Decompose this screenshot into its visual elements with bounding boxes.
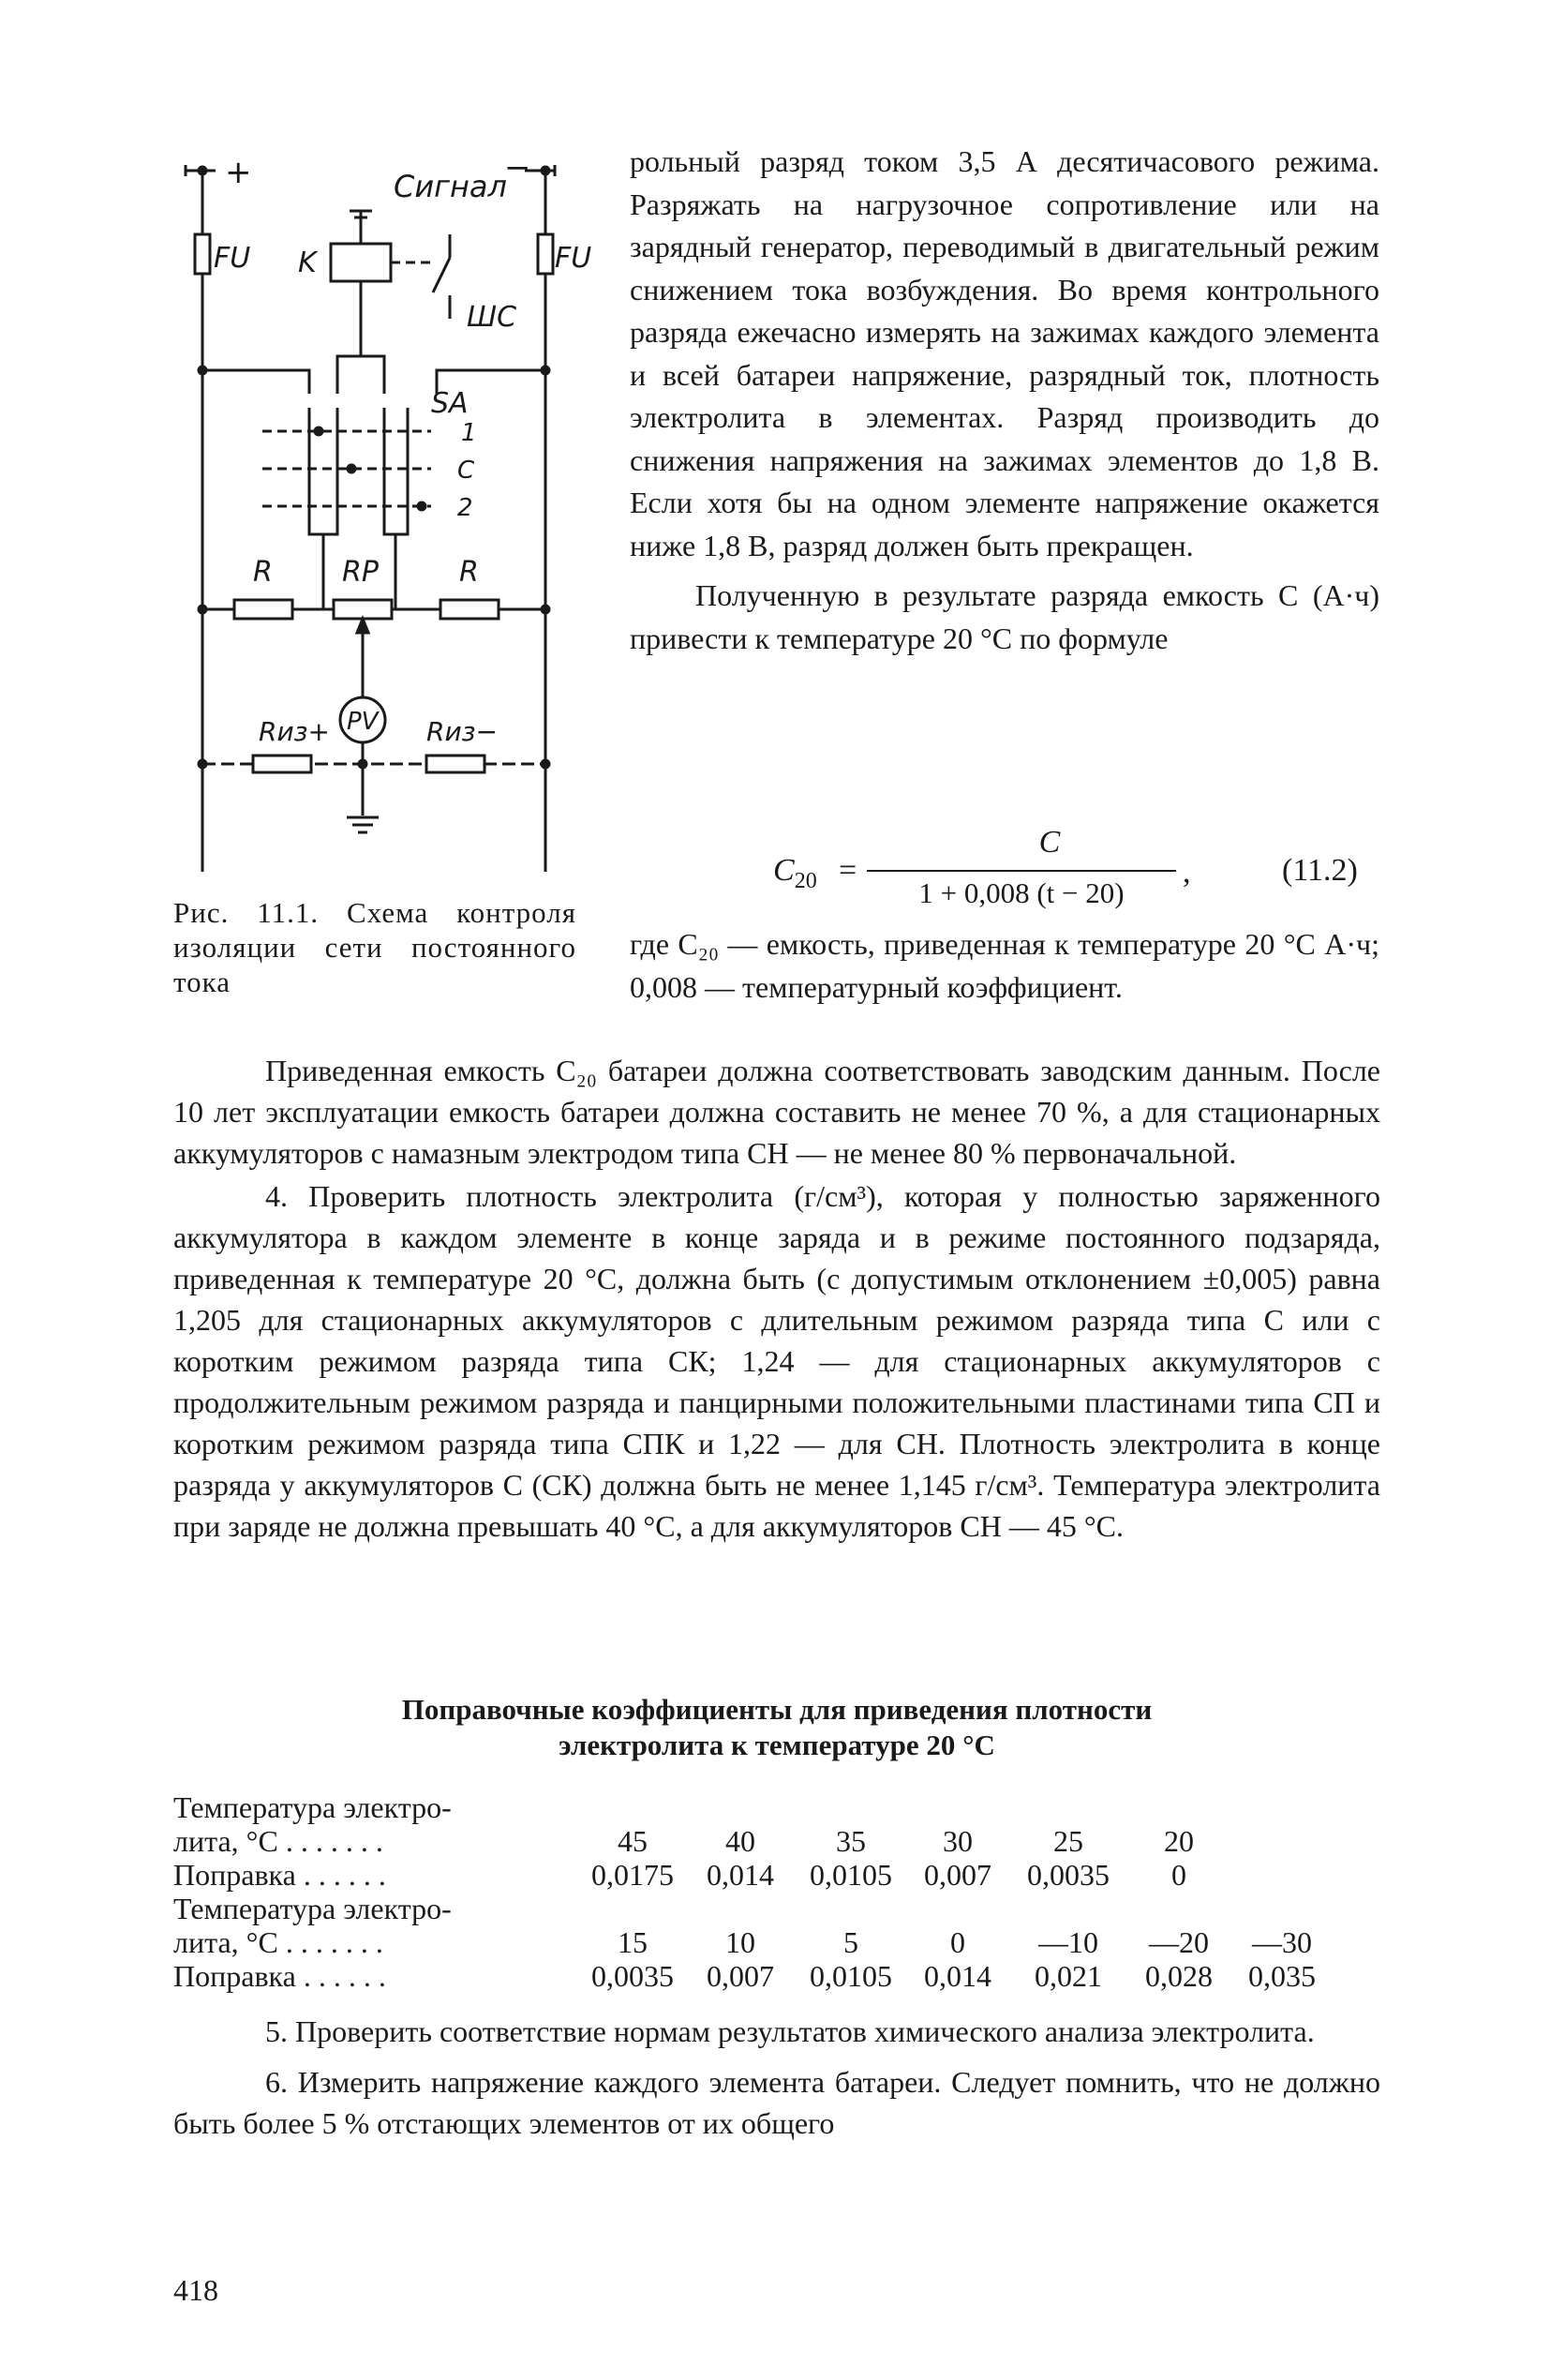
table-cell: 0,028 [1145,1959,1213,1993]
label-riz-plus: Rиз+ [259,716,331,747]
formula-lhs: $C_{20}$ [773,853,817,893]
fuse-right [538,234,553,274]
table-cell: 0,007 [707,1959,774,1993]
table-cell: 0 [950,1925,965,1959]
formula-equals: = [839,853,857,888]
table-cell: 5 [843,1925,858,1959]
table-heading [173,1692,1380,1763]
table-row [173,1925,1392,1959]
table-cell: 30 [943,1824,973,1858]
table-cell: 0,0105 [810,1959,892,1993]
table-cell: —10 [1038,1925,1098,1959]
table-row [173,1959,1392,1993]
table-cell: 0,014 [924,1959,991,1993]
table-cell: —30 [1252,1925,1312,1959]
table-cell: 15 [618,1925,648,1959]
label-r-left: R [253,556,273,589]
table-heading-line-2: электролита к температуре 20 °С [559,1729,995,1761]
relay-k [331,244,391,281]
fuse-left [195,234,210,274]
circuit-diagram-figure [159,141,609,891]
table-cell: 0,021 [1035,1959,1102,1993]
label-signal: Сигнал [394,169,507,204]
right-column-after-formula [630,923,1379,1009]
paragraph-capacity-formula-intro: Полученную в результате разряда емкость С (А·ч) привести к температуре 20 °С по формуле [630,578,1379,655]
label-r-right: R [459,556,479,589]
table-cell: 0,0035 [591,1959,674,1993]
table-row [173,1892,1392,1925]
table-row [173,1858,1392,1892]
paragraph-discharge: рольный разряд током 3,5 А десятичасового режима. Разряжать на нагрузочное сопротивление или на зарядный генератор, переводимый в двигательный режим снижением тока возбуждения. Во время контрольного разряда ежечасно измерять на зажимах каждого элемента и всей батареи напряжение, разрядный ток, плотность электролита в элементах. Разряд производить до снижения напряжения на зажимах элементов до 1,8 В. Если хотя бы на одном элементе напряжение окажется ниже 1,8 В, разряд должен быть прекращен. [630,144,1379,562]
label-minus: − [504,149,531,187]
table-cell: 35 [836,1824,866,1858]
formula-tag: (11.2) [1282,853,1358,888]
table-cell: 0,007 [924,1858,991,1892]
table-cell: 0,014 [707,1858,774,1892]
formula-comma: , [1183,855,1191,890]
paragraph-reduced-capacity: Приведенная емкость С₂₀ батареи должна соответствовать заводским данным. После 10 лет эксплуатации емкость батареи должна составить не менее 70 %, а для стационарных аккумуляторов с намазным электродом типа СН — не менее 80 % первоначальной. [173,1054,1380,1170]
corr-label-1: Поправка . . . . . . [173,1858,386,1892]
table-row [173,1824,1392,1858]
paragraph-item-4: 4. Проверить плотность электролита (г/см³), которая у полностью заряженного аккумулятора в каждом элементе в конце заряда и в режиме постоянного подзаряда, приведенная к температуре 20 °С, должна быть (с допустимым отклонением ±0,005) равна 1,205 для стационарных аккумуляторов с длительным режимом разряда типа С или с коротким режимом разряда типа СК; 1,24 — для стационарных аккумуляторов с продолжительным режимом разряда и панцирными положительными пластинами типа СП и коротким режимом разряда типа СПК и 1,22 — для СН. Плотность электролита в конце разряда у аккумуляторов С (СК) должна быть не менее 1,145 г/см³. Температура электролита при заряде не должна превышать 40 °С, а для аккумуляторов СН — 45 °С. [173,1179,1380,1543]
right-column [630,141,1379,660]
table-cell: 10 [725,1925,755,1959]
table-cell: 0,035 [1248,1959,1316,1993]
resistor-r-left [234,600,292,619]
table-cell: 20 [1164,1824,1194,1858]
corr-label-2: Поправка . . . . . . [173,1959,386,1993]
figure-caption: Рис. 11.1. Схема контроля изоляции сети постоянного тока [173,896,576,998]
temp-label-1b: лита, °С . . . . . . . [173,1824,383,1858]
temp-label-2a: Температура электро- [173,1892,452,1925]
temp-label-2b: лита, °С . . . . . . . [173,1925,383,1959]
temp-label-1a: Температура электро- [173,1790,452,1824]
table-cell: 0,0175 [591,1858,674,1892]
label-fu-left: FU [214,242,251,275]
table-cell: 45 [618,1824,648,1858]
resistor-riz-minus [426,756,484,772]
page-number: 418 [173,2273,218,2307]
label-pos-1: 1 [461,419,477,447]
label-pos-2: 2 [457,494,473,522]
table-heading-line-1: Поправочные коэффициенты для приведения плотности [401,1693,1153,1726]
label-shs: ШС [467,301,517,334]
paragraph-item-6: 6. Измерить напряжение каждого элемента батареи. Следует помнить, что не должно быть более 5 % отстающих элементов от их общего [173,2065,1380,2140]
formula-denominator: 1 + 0,008 (t − 20) [918,876,1125,909]
table-cell: 40 [725,1824,755,1858]
table-cell: 25 [1053,1824,1083,1858]
formula-numerator: C [1038,825,1061,860]
resistor-r-right [440,600,499,619]
label-pos-c: С [457,457,475,485]
label-riz-minus: Rиз− [426,716,499,747]
body-text [173,1050,1380,1547]
table-cell: —20 [1149,1925,1209,1959]
label-fu-right: FU [555,242,592,275]
formula-fraction-bar [867,870,1176,872]
table-row [173,1790,1392,1824]
table-cell: 0,0035 [1027,1858,1110,1892]
table-cell: 0 [1171,1858,1186,1892]
paragraph-where: где С₂₀ — емкость, приведенная к температуре 20 °С А·ч; 0,008 — температурный коэффициент. [630,927,1379,1004]
table-cell: 0,0105 [810,1858,892,1892]
body-text-end [173,2011,1380,2144]
label-pv: PV [347,708,379,736]
correction-table [173,1790,1392,1993]
label-plus: + [225,154,252,191]
resistor-riz-plus [253,756,311,772]
circuit-diagram [159,141,609,891]
label-sa: SA [431,387,469,420]
label-rp: RP [342,556,379,589]
label-k: K [298,247,317,279]
formula-11-2 [768,825,1378,919]
paragraph-item-5: 5. Проверить соответствие нормам результатов химического анализа электролита. [265,2014,1315,2048]
